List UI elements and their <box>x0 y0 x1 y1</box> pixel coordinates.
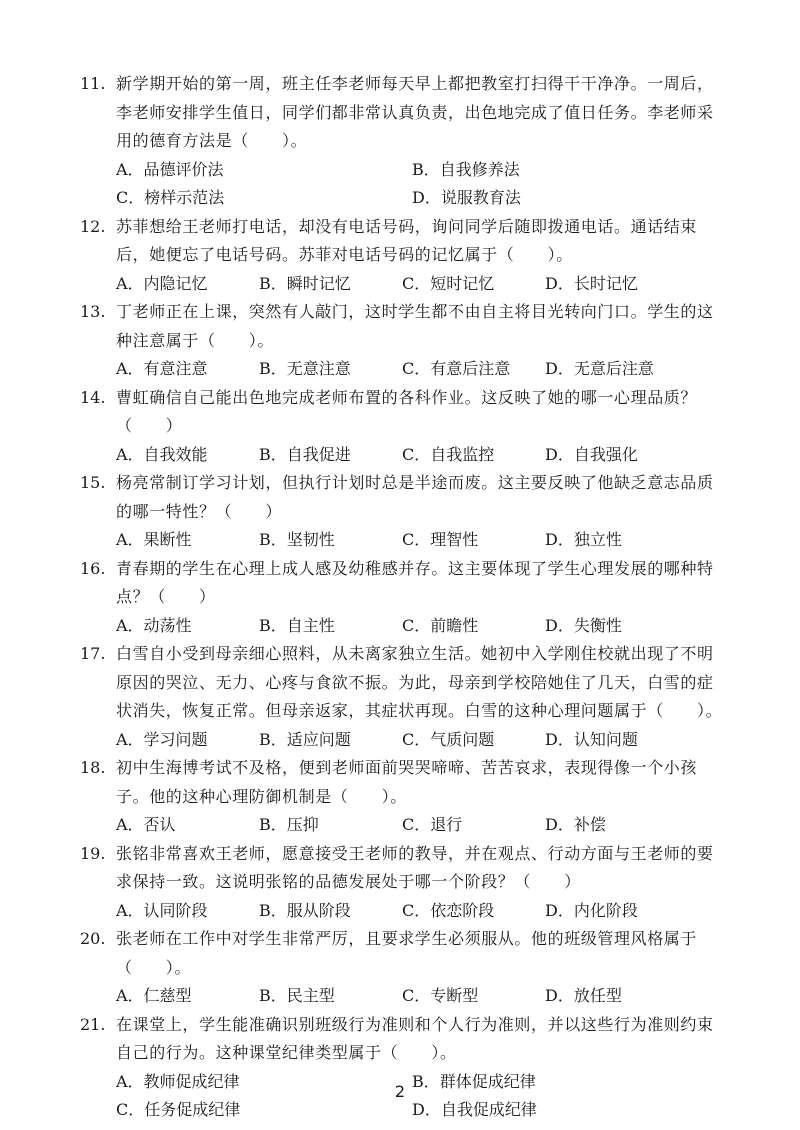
options <box>116 156 730 213</box>
options <box>116 612 730 641</box>
question-text: 新学期开始的第一周，班主任李老师每天早上都把教室打扫得干干净净。一周后，李老师安排学生值日，同学们都非常认真负责，出色地完成了值日任务。李老师采用的德育方法是（ ）。 <box>116 74 714 150</box>
option-b: B．自我修养法 <box>412 159 520 179</box>
option-a: A．学习问题 <box>116 729 208 749</box>
question-text: 苏菲想给王老师打电话，却没有电话号码，询问同学后随即拨通电话。通话结束后，她便忘了电话号码。苏菲对电话号码的记忆属于（ ）。 <box>116 216 698 264</box>
option-b: B．自主性 <box>259 615 335 635</box>
option-d: D．放任型 <box>545 986 622 1005</box>
option-b: B．服从阶段 <box>259 900 351 920</box>
option-a: A．动荡性 <box>116 615 192 635</box>
question-18 <box>0 754 800 840</box>
page-number: 2 <box>394 1082 406 1101</box>
question-text: 杨亮常制订学习计划，但执行计划时总是半途而废。这主要反映了他缺乏意志品质的哪一特性？（ ） <box>116 473 714 521</box>
option-a: A．自我效能 <box>116 444 208 464</box>
options <box>116 355 730 384</box>
question-text: 曹虹确信自己能出色地完成老师布置的各科作业。这反映了她的哪一心理品质？（ ） <box>116 387 698 435</box>
question-number: 17. <box>80 644 106 663</box>
option-b: B．瞬时记忆 <box>259 273 351 293</box>
option-d: D．自我强化 <box>545 444 638 464</box>
question-11 <box>0 70 800 213</box>
question-15 <box>0 469 800 555</box>
question-12 <box>0 213 800 299</box>
option-c: C．自我监控 <box>402 444 495 464</box>
option-a: A．认同阶段 <box>116 900 208 920</box>
question-text: 张老师在工作中对学生非常严厉，且要求学生必须服从。他的班级管理风格属于（ ）。 <box>116 929 698 977</box>
option-d: D．内化阶段 <box>545 900 638 920</box>
option-c: C．理智性 <box>402 530 479 549</box>
question-number: 19. <box>80 843 106 863</box>
option-d: D．无意后注意 <box>545 359 654 378</box>
option-d: D．长时记忆 <box>545 273 638 293</box>
option-a: A．仁慈型 <box>116 986 192 1005</box>
options <box>116 726 730 755</box>
question-number: 16. <box>80 558 106 578</box>
option-a: A．否认 <box>116 815 176 834</box>
question-text: 张铭非常喜欢王老师，愿意接受王老师的教导，并在观点、行动方面与王老师的要求保持一致。这说明张铭的品德发展处于哪一个阶段？（ ） <box>116 843 714 891</box>
option-c: C．专断型 <box>402 986 479 1005</box>
option-d: D．说服教育法 <box>412 188 521 207</box>
option-b: B．坚韧性 <box>259 530 335 549</box>
option-a: A．有意注意 <box>116 359 208 378</box>
option-d: D．独立性 <box>545 530 622 549</box>
question-number: 14. <box>80 387 106 407</box>
question-number: 12. <box>80 216 106 236</box>
question-number: 21. <box>80 1014 106 1034</box>
options <box>116 897 730 926</box>
option-b: B．群体促成纪律 <box>412 1071 536 1091</box>
option-d: D．补偿 <box>545 815 606 834</box>
question-number: 13. <box>80 302 106 321</box>
question-19 <box>0 840 800 926</box>
options <box>116 982 730 1011</box>
option-d: D．自我促成纪律 <box>412 1100 537 1119</box>
question-text: 初中生海博考试不及格，便到老师面前哭哭啼啼、苦苦哀求，表现得像一个小孩子。他的这种心理防御机制是（ ）。 <box>116 758 698 806</box>
option-c: C．榜样示范法 <box>116 188 225 207</box>
option-b: B．民主型 <box>259 986 335 1005</box>
question-text: 在课堂上，学生能准确识别班级行为准则和个人行为准则，并以这些行为准则约束自己的行为。这种课堂纪律类型属于（ ）。 <box>116 1014 714 1062</box>
options <box>116 526 730 555</box>
option-d: D．认知问题 <box>545 729 638 749</box>
question-number: 11. <box>80 74 106 93</box>
options <box>116 811 730 840</box>
question-number: 18. <box>80 758 106 777</box>
options <box>116 441 730 470</box>
question-13 <box>0 298 800 384</box>
option-c: C．气质问题 <box>402 729 495 749</box>
question-20 <box>0 925 800 1011</box>
option-c: C．退行 <box>402 815 463 834</box>
option-c: C．前瞻性 <box>402 615 479 635</box>
option-d: D．失衡性 <box>545 615 622 635</box>
question-17 <box>0 640 800 754</box>
option-a: A．果断性 <box>116 530 192 549</box>
question-21 <box>0 1011 800 1125</box>
option-b: B．压抑 <box>259 815 319 834</box>
option-c: C．短时记忆 <box>402 273 495 293</box>
question-sheet <box>0 70 800 1125</box>
options <box>116 270 730 299</box>
question-number: 20. <box>80 929 106 948</box>
option-b: B．无意注意 <box>259 359 351 378</box>
option-b: B．适应问题 <box>259 729 351 749</box>
option-b: B．自我促进 <box>259 444 351 464</box>
option-a: A．品德评价法 <box>116 159 224 179</box>
question-number: 15. <box>80 473 106 492</box>
option-a: A．教师促成纪律 <box>116 1071 240 1091</box>
question-text: 白雪自小受到母亲细心照料，从未离家独立生活。她初中入学刚住校就出现了不明原因的哭泣、无力、心疼与食欲不振。为此，母亲到学校陪她住了几天，白雪的症状消失，恢复正常。但母亲返家，其症状再现。白雪的这种心理问题属于（ ）。 <box>116 644 723 720</box>
question-text: 丁老师正在上课，突然有人敲门，这时学生都不由自主将目光转向门口。学生的这种注意属于（ ）。 <box>116 302 714 350</box>
option-c: C．有意后注意 <box>402 359 511 378</box>
option-c: C．任务促成纪律 <box>116 1100 241 1119</box>
option-c: C．依恋阶段 <box>402 900 495 920</box>
option-a: A．内隐记忆 <box>116 273 208 293</box>
question-16 <box>0 555 800 641</box>
question-text: 青春期的学生在心理上成人感及幼稚感并存。这主要体现了学生心理发展的哪种特点？（ ） <box>116 558 714 606</box>
question-14 <box>0 384 800 470</box>
